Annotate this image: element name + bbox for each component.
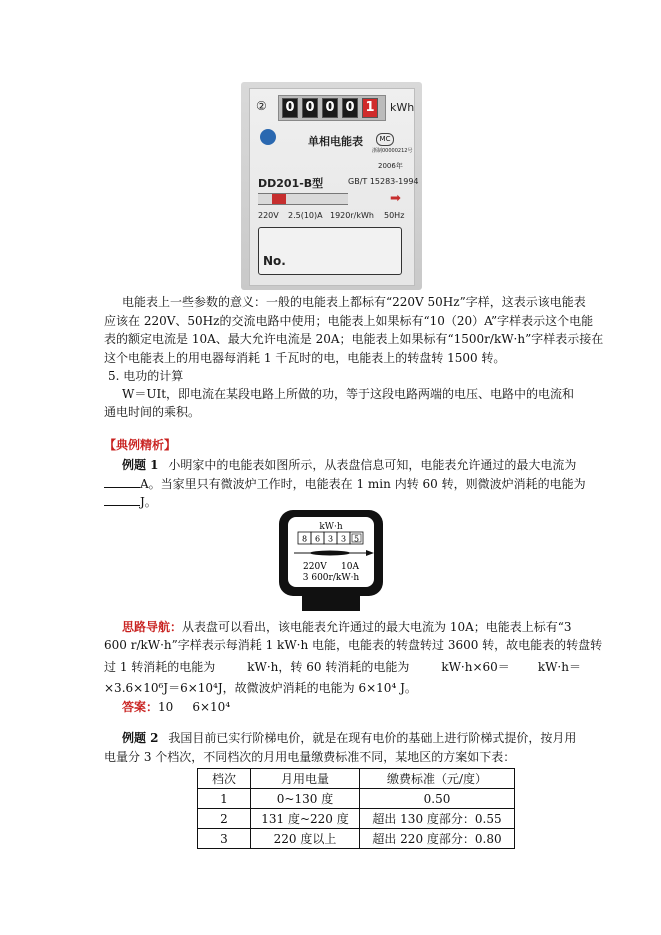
meter-diagram-digit: 3: [327, 534, 334, 544]
table-header-row: [198, 769, 515, 789]
example1-line3: [104, 493, 157, 510]
solution-text: kW·h×60＝: [441, 660, 510, 674]
example1-line2: [104, 475, 586, 492]
counter-digit: 0: [322, 98, 338, 118]
solution-text: kW·h＝: [537, 660, 581, 674]
answer-label: 答案：: [122, 700, 159, 714]
meter-kwh-label: kWh: [390, 101, 415, 114]
para1-line: 应该在 220V、50Hz的交流电路中使用；电能表上如果标有“10（20）A”字样表示这个电能: [104, 314, 594, 328]
table-cell: 超出 130 度部分：0.55: [360, 809, 515, 829]
counter-digit-red: 1: [362, 98, 378, 118]
table-cell: 0.50: [360, 789, 515, 809]
solution-text: 过 1 转消耗的电能为: [104, 660, 216, 674]
section-heading: 【典例精析】: [104, 438, 177, 452]
item5-body-line: W＝UIt，即电流在某段电路上所做的功，等于这段电路两端的电压、电路中的电流和: [122, 387, 575, 401]
counter-digit: 0: [342, 98, 358, 118]
meter-model: DD201-B型: [258, 177, 324, 190]
manufacturer-logo-icon: [260, 129, 276, 145]
meter-spec-voltage: 220V: [258, 211, 279, 220]
solution-text: 从表盘可以看出，该电能表允许通过的最大电流为 10A；电能表上标有“3: [182, 620, 572, 634]
example1-label: 例题 1: [122, 458, 159, 472]
meter-spec-frequency: 50Hz: [384, 211, 405, 220]
table-header: 档次: [198, 769, 251, 789]
meter-serial-box: [258, 227, 402, 275]
solution-line4: ×3.6×10⁶J＝6×10⁴J，故微波炉消耗的电能为 6×10⁴ J。: [104, 681, 417, 695]
table-row: [198, 789, 515, 809]
electricity-meter-photo: [241, 82, 422, 290]
table-cell: 2: [198, 809, 251, 829]
meter-diagram-digit: 6: [314, 534, 321, 544]
table-cell: 220 度以上: [251, 829, 360, 849]
para1-line: 表的额定电流是 10A、最大允许电流是 20A；电能表上如果标有“1500r/kW·h”字样表示接在: [104, 332, 604, 346]
meter-diagram-digit: 5: [353, 534, 360, 544]
para1-line: 这个电能表上的用电器每消耗 1 千瓦时的电，电能表上的转盘转 1500 转。: [104, 351, 506, 365]
table-row: [198, 809, 515, 829]
meter-panel: [249, 88, 419, 286]
meter-diagram-constant: 3 600r/kW·h: [302, 573, 360, 583]
meter-diagram-unit: kW·h: [319, 522, 343, 532]
solution-line1: [122, 619, 572, 635]
item5-title: 5. 电功的计算: [108, 369, 184, 383]
table-cell: 超出 220 度部分：0.80: [360, 829, 515, 849]
meter-cert-number: 浙制00000212号: [372, 148, 413, 154]
meter-diagram-base: [302, 593, 360, 611]
example1-line1: [122, 457, 576, 473]
item5-body-line: 通电时间的乘积。: [104, 405, 201, 419]
table-cell: 1: [198, 789, 251, 809]
answer-line: [122, 699, 230, 715]
meter-title: 单相电能表: [308, 135, 363, 148]
answer-blank: [104, 493, 140, 506]
meter-spec-current: 2.5(10)A: [288, 211, 323, 220]
direction-arrow-icon: ➡: [390, 191, 401, 206]
counter-digit: 0: [302, 98, 318, 118]
table-cell: 0~130 度: [251, 789, 360, 809]
example1-text: A。当家里只有微波炉工作时，电能表在 1 min 内转 60 转，则微波炉消耗的电能为: [140, 477, 586, 491]
tariff-table: [197, 768, 515, 849]
meter-standard: GB/T 15283-1994: [348, 177, 419, 186]
meter-no-label: No.: [263, 254, 286, 268]
counter-digit: 0: [282, 98, 298, 118]
solution-label: 思路导航：: [122, 620, 183, 634]
meter-diagram-rating: 220V 10A: [303, 562, 359, 572]
meter-year: 2006年: [378, 162, 403, 170]
example2-label: 例题 2: [122, 731, 159, 745]
meter-circle-number: ②: [256, 99, 267, 113]
example2-line2: 电量分 3 个档次，不同档次的月用电量缴费标准不同，某地区的方案如下表：: [104, 750, 516, 764]
answer-text: 10 6×10⁴: [158, 700, 231, 714]
meter-diagram: [276, 507, 386, 613]
meter-dial-window: [258, 193, 348, 205]
meter-spec-constant: 1920r/kWh: [330, 211, 374, 220]
table-header: 月用电量: [251, 769, 360, 789]
meter-diagram-digit: 8: [301, 534, 308, 544]
example1-text: J。: [140, 495, 157, 509]
table-header: 缴费标准（元/度）: [360, 769, 515, 789]
table-cell: 131 度~220 度: [251, 809, 360, 829]
example1-text: 小明家中的电能表如图所示，从表盘信息可知，电能表允许通过的最大电流为: [168, 458, 577, 472]
solution-line3: [104, 659, 581, 675]
meter-diagram-digit: 3: [340, 534, 347, 544]
solution-text: kW·h，转 60 转消耗的电能为: [247, 660, 410, 674]
solution-line2: 600 r/kW·h”字样表示每消耗 1 kW·h 电能，电能表的转盘转过 3600 转，故电能表的转盘转: [104, 638, 603, 652]
para1-line: 电能表上一些参数的意义：一般的电能表上都标有“220V 50Hz”字样，这表示该电能表: [122, 295, 586, 309]
answer-blank: [104, 475, 140, 488]
example2-text: 我国目前已实行阶梯电价，就是在现有电价的基础上进行阶梯式提价，按月用: [168, 731, 577, 745]
certification-mark-icon: MC: [376, 133, 394, 146]
table-cell: 3: [198, 829, 251, 849]
table-row: [198, 829, 515, 849]
example2-line1: [122, 730, 576, 746]
